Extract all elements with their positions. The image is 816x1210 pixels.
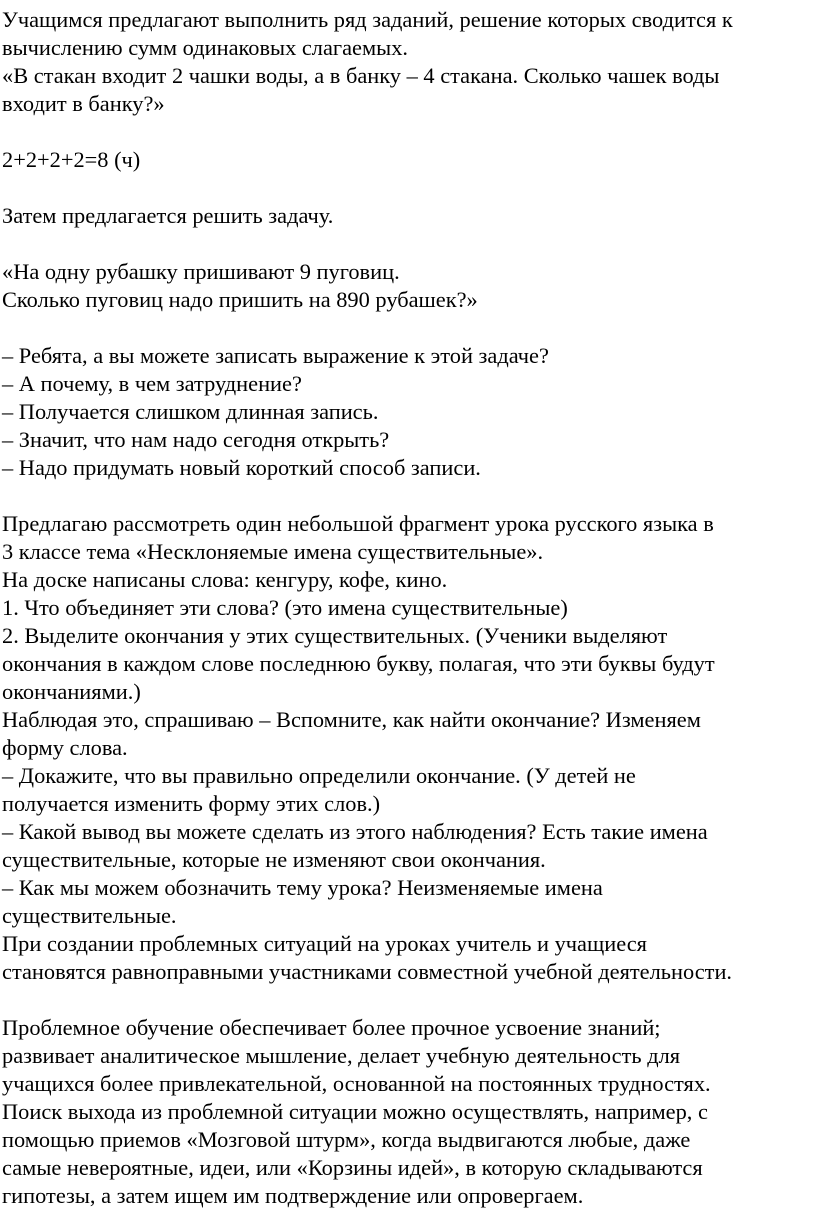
text-line: получается изменить форму этих слов.)	[2, 791, 381, 816]
text-line: помощью приемов «Мозговой штурм», когда выдвигаются любые, даже	[2, 1127, 691, 1152]
text-line: самые невероятные, идеи, или «Корзины идей», в которую складываются	[2, 1155, 703, 1180]
blank-line	[2, 986, 814, 1014]
text-line: окончания в каждом слове последнюю букву, полагая, что эти буквы будут	[2, 651, 715, 676]
text-line: учащихся более привлекательной, основанной на постоянных трудностях.	[2, 1071, 711, 1096]
text-line: 2+2+2+2=8 (ч)	[2, 147, 141, 172]
text-line: – Какой вывод вы можете сделать из этого наблюдения? Есть такие имена	[2, 819, 708, 844]
text-line: развивает аналитическое мышление, делает учебную деятельность для	[2, 1043, 681, 1068]
text-line: 3 классе тема «Несклоняемые имена существительные».	[2, 539, 544, 564]
text-line: Предлагаю рассмотреть один небольшой фрагмент урока русского языка в	[2, 511, 714, 536]
text-line: «В стакан входит 2 чашки воды, а в банку – 4 стакана. Сколько чашек воды	[2, 63, 720, 88]
text-line: – Значит, что нам надо сегодня открыть?	[2, 427, 390, 452]
text-line: – Получается слишком длинная запись.	[2, 399, 379, 424]
text-line: вычислению сумм одинаковых слагаемых.	[2, 35, 408, 60]
text-line: становятся равноправными участниками совместной учебной деятельности.	[2, 959, 733, 984]
text-line: Учащимся предлагают выполнить ряд заданий, решение которых сводится к	[2, 7, 733, 32]
text-line: Затем предлагается решить задачу.	[2, 203, 334, 228]
text-line: Сколько пуговиц надо пришить на 890 рубашек?»	[2, 287, 478, 312]
text-line: – Докажите, что вы правильно определили окончание. (У детей не	[2, 763, 636, 788]
text-line: Наблюдая это, спрашиваю – Вспомните, как найти окончание? Изменяем	[2, 707, 701, 732]
text-line: При создании проблемных ситуаций на уроках учитель и учащиеся	[2, 931, 647, 956]
text-line: существительные.	[2, 903, 177, 928]
text-line: – Ребята, а вы можете записать выражение к этой задаче?	[2, 343, 549, 368]
blank-line	[2, 230, 814, 258]
text-line: На доске написаны слова: кенгуру, кофе, кино.	[2, 567, 448, 592]
text-line: форму слова.	[2, 735, 128, 760]
text-line: – Как мы можем обозначить тему урока? Неизменяемые имена	[2, 875, 603, 900]
text-line: входит в банку?»	[2, 91, 165, 116]
text-line: существительные, которые не изменяют свои окончания.	[2, 847, 546, 872]
text-line: 1. Что объединяет эти слова? (это имена существительные)	[2, 595, 568, 620]
text-line: 2. Выделите окончания у этих существительных. (Ученики выделяют	[2, 623, 668, 648]
text-line: – А почему, в чем затруднение?	[2, 371, 302, 396]
text-line: «На одну рубашку пришивают 9 пуговиц.	[2, 259, 400, 284]
blank-line	[2, 174, 814, 202]
text-line: Проблемное обучение обеспечивает более прочное усвоение знаний;	[2, 1015, 661, 1040]
blank-line	[2, 314, 814, 342]
blank-line	[2, 482, 814, 510]
text-line: окончаниями.)	[2, 679, 141, 704]
text-line: – Надо придумать новый короткий способ записи.	[2, 455, 481, 480]
text-line: Поиск выхода из проблемной ситуации можно осуществлять, например, с	[2, 1099, 708, 1124]
blank-line	[2, 118, 814, 146]
text-line: гипотезы, а затем ищем им подтверждение или опровергаем.	[2, 1183, 584, 1208]
